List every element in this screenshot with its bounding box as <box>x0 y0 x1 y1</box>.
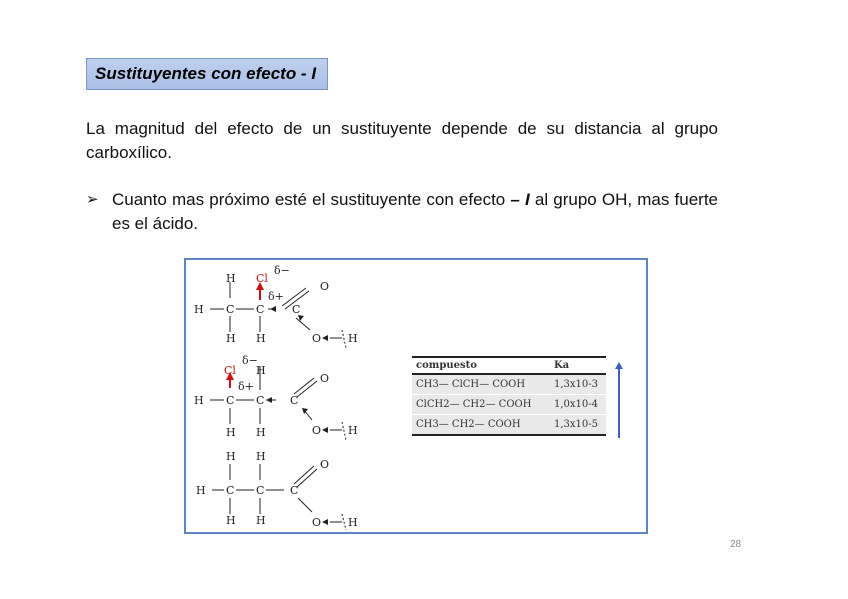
partial-charge: δ− <box>274 264 290 277</box>
partial-charge: δ+ <box>238 380 254 393</box>
atom-label: C <box>290 484 299 497</box>
atom-label: H <box>348 516 358 529</box>
atom-label: C <box>290 394 299 407</box>
effect-symbol: – I <box>510 190 530 209</box>
atom-label: O <box>320 372 330 385</box>
page-number: 28 <box>730 539 742 550</box>
atom-label: C <box>292 303 301 316</box>
partial-charge: δ− <box>242 354 258 367</box>
intro-paragraph: La magnitud del efecto de un sustituyente depende de su distancia al grupo carboxílico. <box>86 119 718 162</box>
atom-label: H <box>196 484 206 497</box>
atom-label: C <box>256 394 265 407</box>
compound-cell: ClCH2— CH2— COOH <box>412 395 544 415</box>
ka-cell: 1,0x10-4 <box>544 395 606 415</box>
acidity-table <box>412 356 606 436</box>
atom-label: H <box>256 514 266 527</box>
atom-label: H <box>256 450 266 463</box>
atom-label: O <box>320 458 330 471</box>
column-header: Ka <box>544 357 606 374</box>
atom-label: H <box>226 272 236 285</box>
chemistry-figure <box>184 258 648 534</box>
partial-charge: δ+ <box>268 290 284 303</box>
atom-label: H <box>194 303 204 316</box>
atom-label: C <box>256 484 265 497</box>
chlorine-label: Cl <box>256 272 268 285</box>
atom-label: H <box>226 332 236 345</box>
atom-label: C <box>226 394 235 407</box>
column-header: compuesto <box>412 357 544 374</box>
slide-title: Sustituyentes con efecto - I <box>86 58 328 90</box>
atom-label: O <box>312 424 322 437</box>
ka-cell: 1,3x10-5 <box>544 415 606 436</box>
atom-label: C <box>226 303 235 316</box>
chlorine-label: Cl <box>224 364 236 377</box>
atom-label: C <box>256 303 265 316</box>
acidity-trend-arrow-icon <box>618 368 620 438</box>
atom-label: H <box>194 394 204 407</box>
table-header-row <box>412 357 606 374</box>
arrow-bullet-icon: ➢ <box>86 191 99 208</box>
table-row <box>412 415 606 436</box>
atom-label: H <box>256 426 266 439</box>
atom-label: O <box>312 516 322 529</box>
table-row <box>412 374 606 395</box>
bullet-text: Cuanto mas próximo esté el sustituyente con efecto – I al grupo OH, mas fuerte es el ácido. <box>112 190 719 233</box>
table-row <box>412 395 606 415</box>
atom-label: H <box>256 332 266 345</box>
ka-cell: 1,3x10-3 <box>544 374 606 395</box>
atom-label: H <box>348 424 358 437</box>
atom-label: H <box>226 514 236 527</box>
atom-label: H <box>348 332 358 345</box>
bullet-point <box>86 188 718 236</box>
compound-cell: CH3— ClCH— COOH <box>412 374 544 395</box>
atom-label: C <box>226 484 235 497</box>
atom-label: O <box>320 280 330 293</box>
atom-label: H <box>226 426 236 439</box>
compound-cell: CH3— CH2— COOH <box>412 415 544 436</box>
atom-label: H <box>256 364 266 377</box>
atom-label: O <box>312 332 322 345</box>
atom-label: H <box>226 450 236 463</box>
